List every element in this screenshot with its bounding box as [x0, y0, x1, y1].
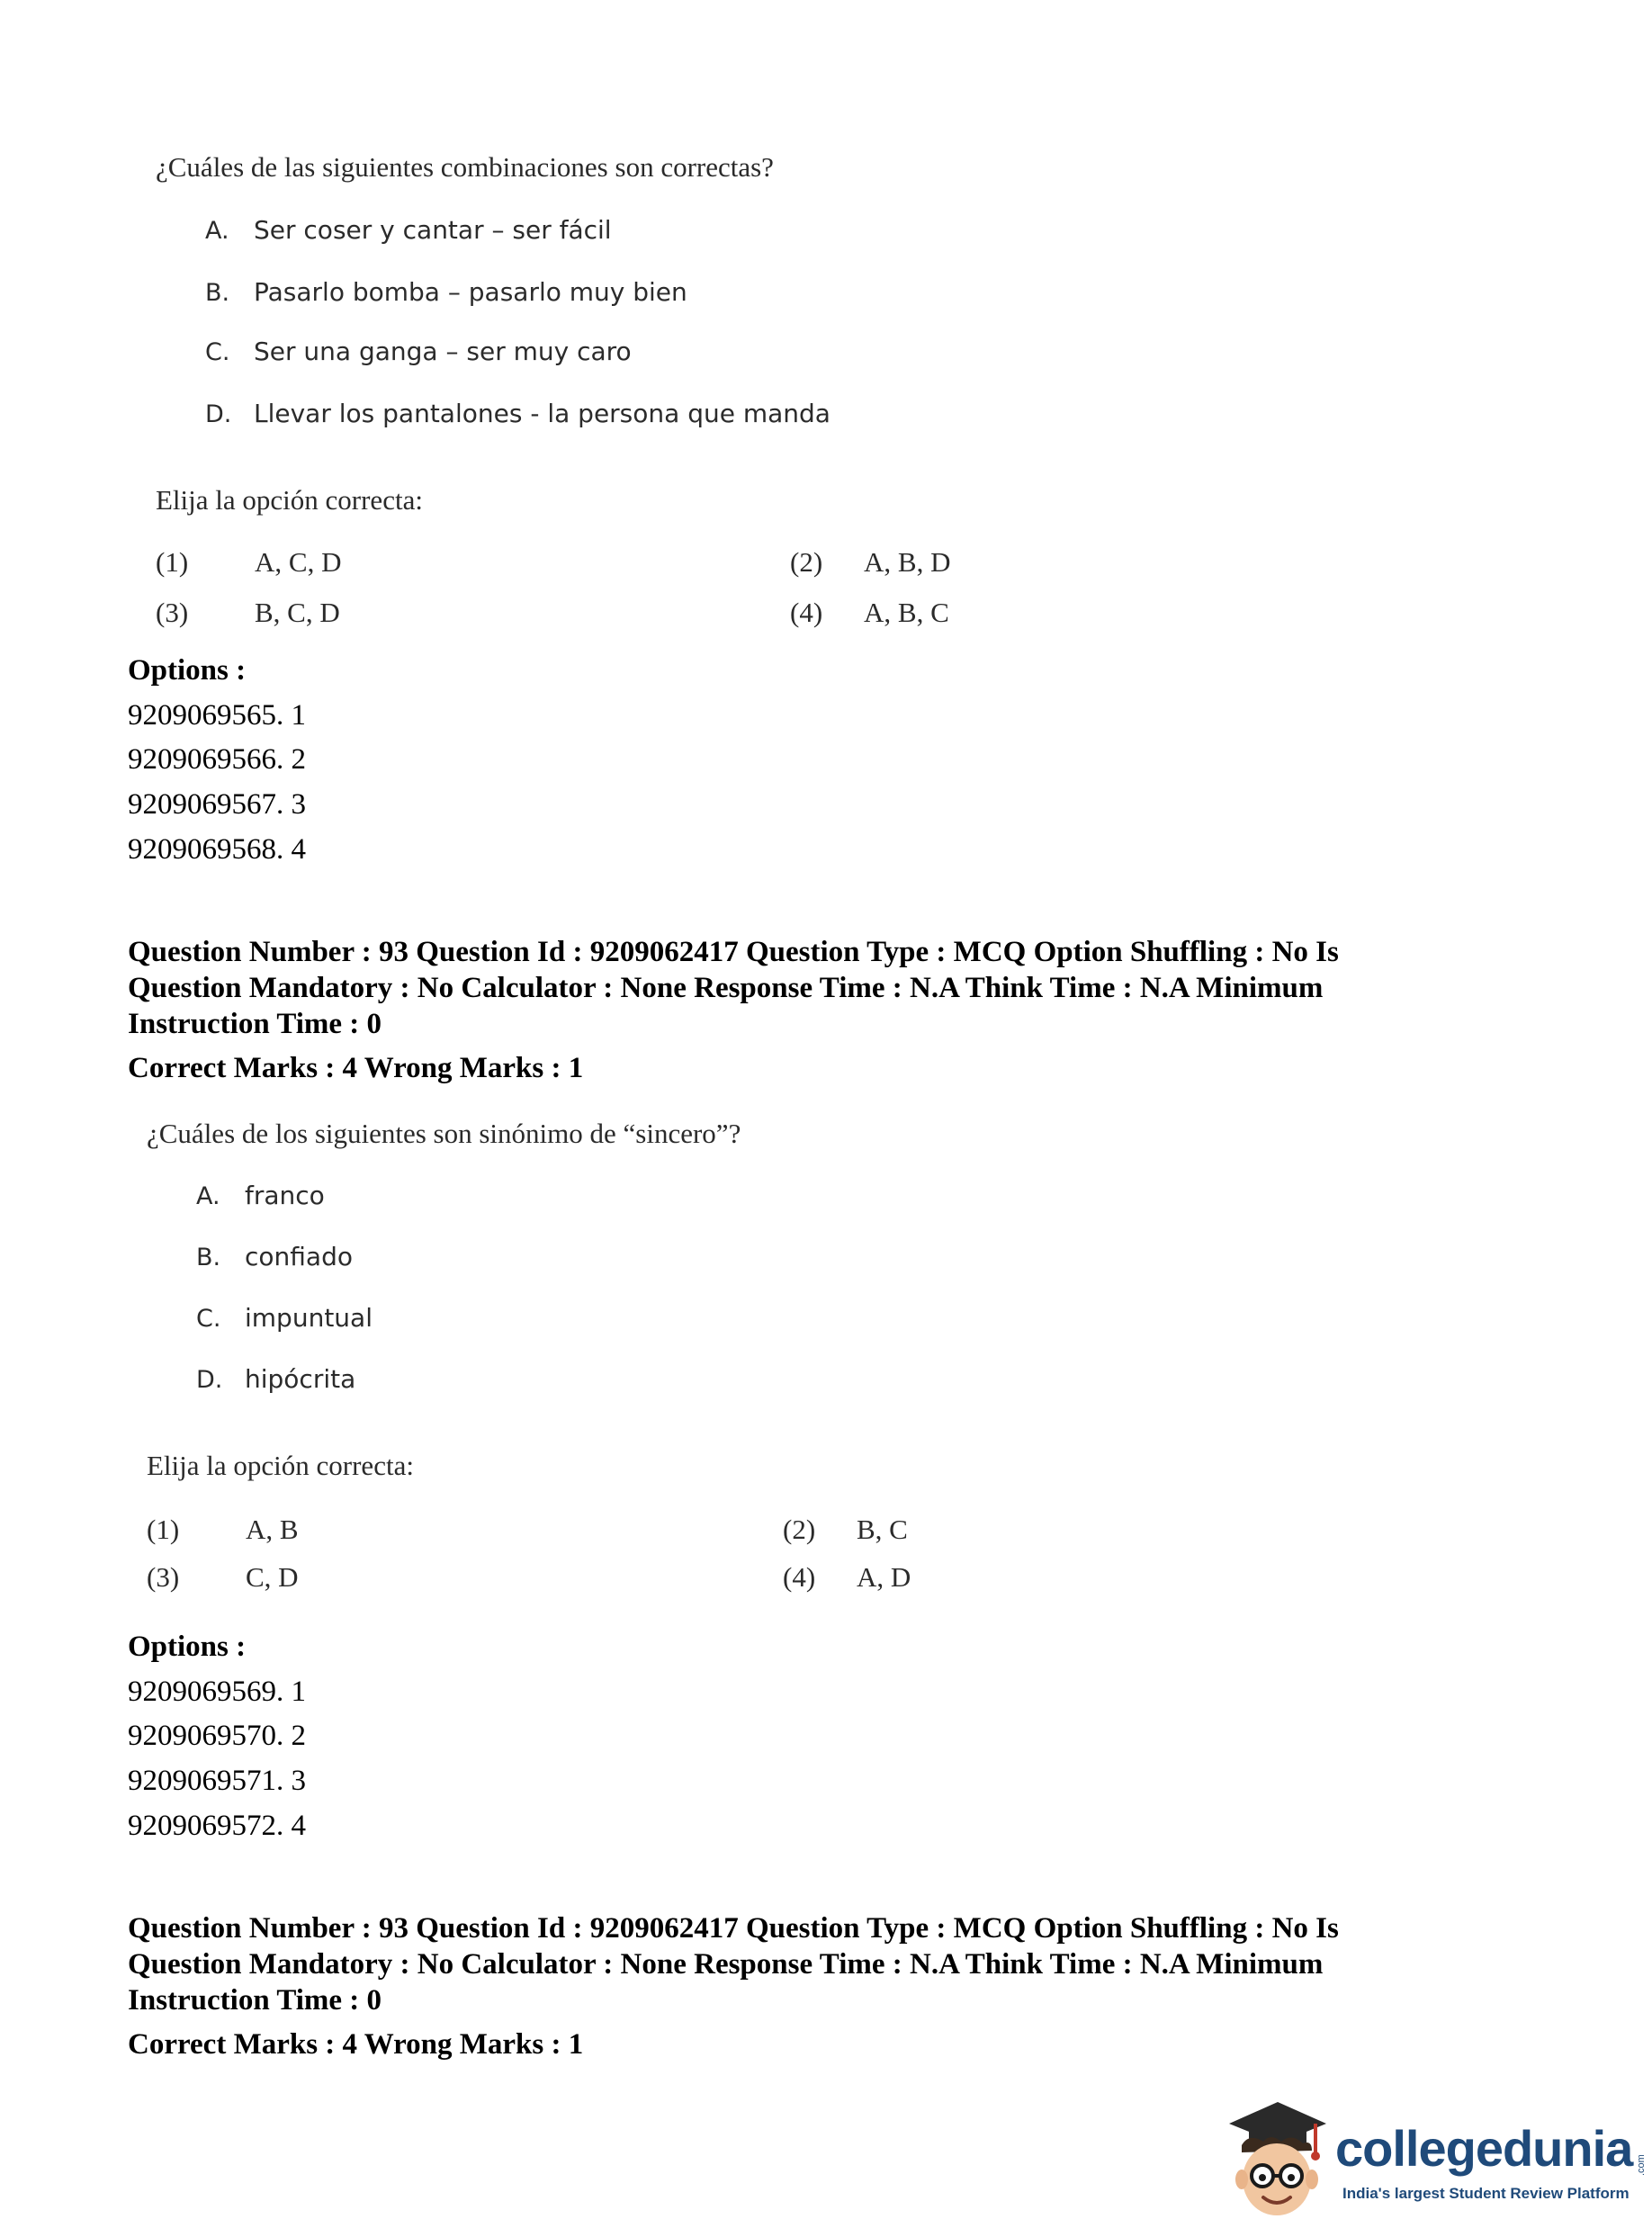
q2-option-2: 9209069570. 2 [128, 1720, 306, 1752]
meta-1-line-3: Instruction Time : 0 [128, 1008, 382, 1040]
question-1-text: ¿Cuáles de las siguientes combinaciones son correctas? [156, 151, 774, 183]
logo-com: .com [1636, 2154, 1647, 2176]
q1-option-2: 9209069566. 2 [128, 743, 306, 776]
q1-choice-1-num: (1) [156, 546, 189, 578]
q2-item-a-text: franco [245, 1181, 325, 1210]
q2-item-b-letter: B. [196, 1244, 221, 1271]
q1-option-3: 9209069567. 3 [128, 788, 306, 821]
q1-choice-3-value: B, C, D [255, 597, 340, 628]
q2-item-d-text: hipócrita [245, 1364, 356, 1394]
q2-item-c-letter: C. [196, 1305, 221, 1333]
meta-1-marks: Correct Marks : 4 Wrong Marks : 1 [128, 1052, 584, 1084]
meta-2-line-1: Question Number : 93 Question Id : 9209062417 Question Type : MCQ Option Shuffling : No Is [128, 1912, 1339, 1945]
q1-option-1: 9209069565. 1 [128, 699, 306, 732]
q2-option-4: 9209069572. 4 [128, 1810, 306, 1842]
q1-options-label: Options : [128, 654, 247, 687]
q2-option-3: 9209069571. 3 [128, 1765, 306, 1797]
logo-tagline: India's largest Student Review Platform [1342, 2185, 1630, 2202]
meta-1-line-2: Question Mandatory : No Calculator : None Response Time : N.A Think Time : N.A Minimum [128, 972, 1324, 1004]
q2-item-c-text: impuntual [245, 1303, 373, 1333]
q1-choice-4-value: A, B, C [864, 597, 949, 628]
q2-choice-4-value: A, D [857, 1561, 911, 1593]
meta-2-line-2: Question Mandatory : No Calculator : None Response Time : N.A Think Time : N.A Minimum [128, 1948, 1324, 1981]
q1-item-a-text: Ser coser y cantar – ser fácil [254, 215, 612, 245]
mascot-face-icon [1222, 2097, 1330, 2223]
q2-instruction: Elija la opción correcta: [147, 1450, 414, 1481]
q1-item-c-text: Ser una ganga – ser muy caro [254, 337, 632, 366]
q1-item-c-letter: C. [205, 338, 230, 366]
q2-options-label: Options : [128, 1631, 247, 1663]
question-2-text: ¿Cuáles de los siguientes son sinónimo de “sincero”? [147, 1118, 741, 1149]
q1-item-b-letter: B. [205, 279, 230, 307]
q1-choice-2-num: (2) [790, 546, 823, 578]
logo-wordmark: collegedunia [1335, 2120, 1633, 2177]
q2-item-b-text: confiado [245, 1242, 353, 1271]
q1-choice-3-num: (3) [156, 597, 189, 628]
q2-choice-3-num: (3) [147, 1561, 180, 1593]
q2-choice-2-num: (2) [783, 1514, 816, 1545]
q1-option-4: 9209069568. 4 [128, 833, 306, 866]
q2-option-1: 9209069569. 1 [128, 1675, 306, 1708]
q1-choice-2-value: A, B, D [864, 546, 951, 578]
q1-choice-4-num: (4) [790, 597, 823, 628]
q2-choice-1-value: A, B [246, 1514, 299, 1545]
q1-instruction: Elija la opción correcta: [156, 484, 423, 516]
q2-choice-1-num: (1) [147, 1514, 180, 1545]
q2-item-a-letter: A. [196, 1182, 220, 1210]
meta-1-line-1: Question Number : 93 Question Id : 9209062417 Question Type : MCQ Option Shuffling : No Is [128, 936, 1339, 968]
meta-2-line-3: Instruction Time : 0 [128, 1984, 382, 2017]
q2-choice-3-value: C, D [246, 1561, 299, 1593]
meta-2-marks: Correct Marks : 4 Wrong Marks : 1 [128, 2028, 584, 2061]
q2-choice-4-num: (4) [783, 1561, 816, 1593]
q1-item-d-text: Llevar los pantalones - la persona que manda [254, 399, 830, 428]
q1-item-a-letter: A. [205, 217, 229, 245]
q1-choice-1-value: A, C, D [255, 546, 342, 578]
q1-item-d-letter: D. [205, 400, 232, 428]
q2-item-d-letter: D. [196, 1366, 223, 1394]
q1-item-b-text: Pasarlo bomba – pasarlo muy bien [254, 277, 687, 307]
q2-choice-2-value: B, C [857, 1514, 908, 1545]
